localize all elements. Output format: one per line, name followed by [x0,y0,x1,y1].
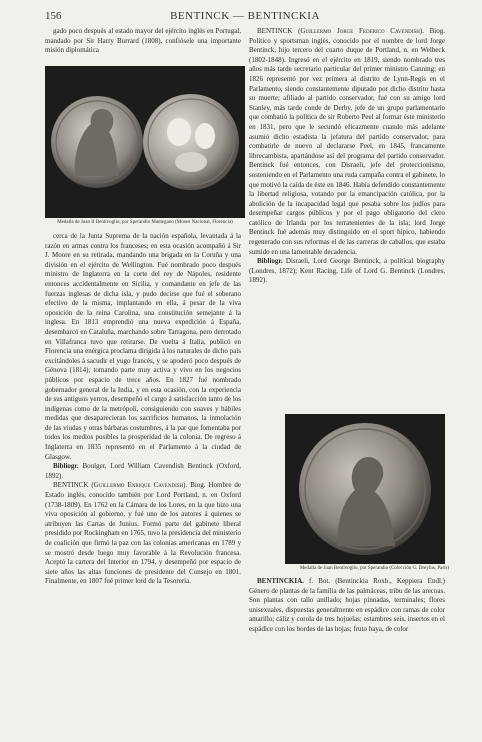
right-column-bottom-text [249,577,445,732]
bibliography-label: Bibliogr. [53,462,79,471]
figure-caption: Medalla de Juan II Bentivoglio, por Sperandio Mantegano (Museo Nacional, Florencia) [57,220,233,225]
medal-photo-plate [285,414,445,564]
left-column-top-text [45,27,241,63]
entry-text: Biog. Político y sportsman inglés, conocido por el nombre de lord Jorge Bentinck, hijo tercero del cuarto duque de Portland, n. en Welbeck (1802-1848). Ingresó en el ejército en 1819, siendo nombrado tres años más tarde secretario particular del primer ministro Canning; en 1826 representó por vez primera al distrito de Lynn-Regis en el Parlamento, siendo constantemente diputado por dicho distrito hasta su muerte; afiliado al partido conservador, fué con su amigo lord Stanley, más tarde conde de Derby, jefe de un grupo parlamentario que combatió la política de sir Roberto Peel al formar éste ministerio en 1831, pero que le secundó eficazmente cuando más adelante asumió dicho estadista la jefatura del partido conservador, para combatirle de nuevo al declararse Peel, en 1845, francamente librecambista, apartándose así del programa del partido conservador. Bentinck fué entonces, con Disraeli, jefe del proteccionismo, sosteniendo en el Parlamento una ruda campaña contra el gabinete, lo que motivó la caída de éste en 1846. Había defendido constantemente la libertad religiosa, votando por la emancipación católica, por la abolición de la incapacidad legal que pesaba sobre los judíos para desempeñar cargos públicos y por el pago obligatorio del clero católico de Irlanda por los terratenientes de la isla; lord Jorge Bentinck fué además muy distinguido en el sport hípico, habiendo regenerado con sus reformas el de las carreras de caballos, que estaba sumido en una lamentable decadencia. [249,27,445,256]
page-number: 156 [45,10,62,22]
entry-headword: BENTINCKIA. [257,577,304,585]
entry-paragraph [45,481,241,587]
paragraph: gado poco después al estado mayor del ejército inglés en Portugal, mandado por Sir Harry Burrard (1808), confiósele una importante misión diplomática [45,27,241,55]
medal-pair-illustration [45,66,245,218]
figure-caption: Medalla de Juan Bentivoglio, por Sperandio (Colección G. Dreyfus, París) [299,566,449,571]
entry-text: Biog. Hombre de Estado inglés, conocido también por Lord Portland, n. en Oxford (1738-1809). En 1762 en la Cámara de los Lores, en la que hizo una viva oposición al gobierno, y fué uno de los autores á quienes se atribuyen las Cartas de Junius. Formó parte del gabinete liberal presidido por Rockingham en 1765, tuvo la presidencia del ministerio de coalición que firmó la paz con las colonias americanas en 1789 y se mostró desde luego muy favorable á la Revolución francesa. Aceptó la cartera del Interior en 1794, y desempeñó por espacio de siete años las altas funciones de presidente del Consejo en 1801. Finalmente, en 1807 fué primer lord de la Tesorería. [45,481,241,586]
figure-medal-bentivoglio-pair [45,66,245,230]
right-column-top-text [249,27,445,411]
medal-illustration [285,414,445,564]
entry-paragraph [249,27,445,257]
entry-paragraph [249,577,445,635]
bibliography-text: Boulger, Lord William Cavendish Bentinck (Oxford, 1892). [45,462,241,480]
bibliography-paragraph [249,257,445,286]
figure-medal-bentivoglio-single [249,414,449,574]
bibliography-label: Bibliogr. [257,257,283,266]
bibliography-text: Disraeli, Lord George Bentinck, a political biography (Londres, 1872); Kent Racing, Life of Lord G. Bentinck (Londres, 1892). [249,257,445,285]
paragraph: cerca de la Junta Suprema de la nación española, levantada á la razón en armas contra los franceses; en esta ocasión acompañó á Sir J. Moore en su retirada, mandando una brigada en la Coruña y una división en el ejército de Wellington. Fué nombrado poco después ministro de Inglaterra en la corte del rey de Nápoles, residente entonces accidentalmente en Sicilia, y comandante en jefe de las fuerzas inglesas de dicha isla, y pudo decirse que fué el soberano efectivo de la misma, implantando en ella, á pesar de la viva oposición de la reina Carolina, una constitución semejante á la inglesa. En 1813 emprendió una nueva expedición á España, desembarcó en Cataluña, marchando sobre Tarragona, pero derrotado en Villafranca tuvo que retirarse. De vuelta á Italia, publicó en Florencia una enérgica proclama dirigida á los naturales de dicho país excitándoles á sacudir el yugo francés, y se apoderó poco después de Génova (1814); tomando parte muy activa y vivo en los negocios públicos por espacio de trece años. En 1827 fué nombrado gobernador general de la India, y en esta ocasión, con la experiencia de sus antiguos yerros, desempeñó el cargo á satisfacción tanto de los indígenas como de la metrópoli, consiguiendo con suaves y hábiles medidas que desaparecieran los sacrificios humanos, la inmolación de las viudas y otras bárbaras costumbres, á la par que fomentaba por todos los medios posibles la prosperidad de la colonia. De regreso á Inglaterra en 1835 representó en el Parlamento á la ciudad de Glasgow. [45,232,241,461]
medal-reverse [143,94,239,190]
bibliography-paragraph [45,462,241,481]
left-column-main-text [45,232,241,732]
entry-text: f. Bot. (Bentinckia Roxb., Keppiera Endl.) Género de plantas de la familia de las palmáceas, tribu de las arecoas. Son plantas con tallo anillado; hojas pinnadas, terminales; flores unisexuales, dispuestas generalmente en espádice con ramas de color amarillo; cáliz y corola de tres hojuelas; estambres seis, insertos en el espádice con los bordes de las hojas; fruto baya, de color [249,577,445,633]
running-title: BENTINCK — BENTINCKIA [170,10,320,22]
entry-headword: BENTINCK (Guillermo Enrique Cavendish). [53,481,188,490]
page-header [45,8,445,24]
medal-photo-plate [45,66,245,218]
entry-headword: BENTINCK (Guillermo Jorge Federico Cavendish). [257,27,424,35]
